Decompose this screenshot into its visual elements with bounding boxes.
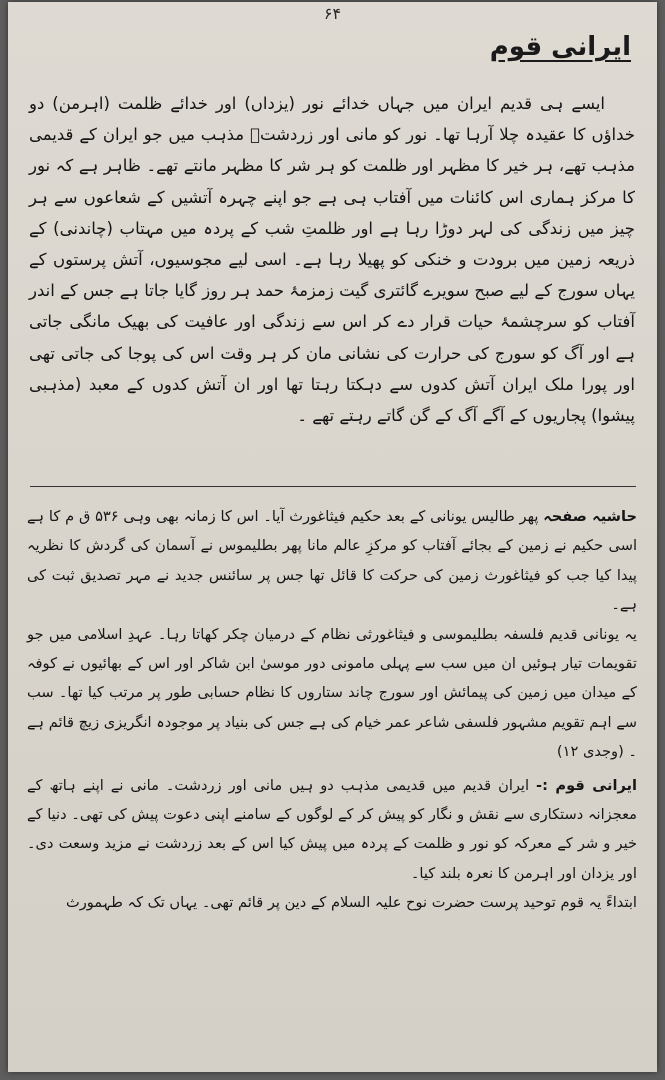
- footnotes-section: [27, 502, 637, 918]
- main-paragraph: ایسے ہی قدیم ایران میں جہاں خدائے نور (یزداں) اور خدائے ظلمت (اہرمن) دو خداؤں کا عقیدہ چلا آرہا تھا۔ نور کو مانی اور زردشتؔ مذہب میں جو ایران کے قدیمی مذہب تھے، ہر خیر کا مظہر اور ظلمت کو ہر شر کا مظہر مانتے تھے۔ ظاہر ہے کہ نور کا مرکز ہماری اس کائنات میں آفتاب ہی ہے جو اپنے چہرہ آتشیں کے شعاعوں سے ہر چیز میں زندگی کی لہر دوڑا رہا ہے اور ظلمتِ شب کے پردہ میں مہتاب (چاندنی) کے ذریعہ زمین میں برودت و خنکی کو پھیلا رہا ہے۔ اسی لیے مجوسیوں، آتش پرستوں کے یہاں سورج کے لیے صبح سویرے گائتری گیت زمزمۂ حمد ہر روز گایا جاتا ہے جس کے اندر آفتاب کو سرچشمۂ حیات قرار دے کر اس سے زندگی اور عافیت کی بھیک مانگی جاتی ہے اور آگ کو سورج کی حرارت کی نشانی مان کر ہر وقت اس کی پوجا کی جاتی تھی اور پورا ملک ایران آتش کدوں سے دہکتا رہتا تھا اور ان آتش کدوں کے معبد (مذہبی پیشوا) پجاریوں کے آگے آگ کے گن گاتے رہتے تھے ۔: [29, 94, 635, 426]
- footnote-2-continued: ابتداءً یہ قوم توحید پرست حضرت نوح علیہ السلام کے دین پر قائم تھی۔ یہاں تک کہ طہمورث: [65, 894, 637, 912]
- page-heading: ایرانی قوم: [489, 32, 631, 62]
- book-page: [8, 2, 657, 1072]
- footnote-1-label: حاشیہ صفحہ: [543, 508, 637, 525]
- main-body: [29, 88, 635, 431]
- footnote-divider: [30, 486, 636, 487]
- footnote-2-text: ایران قدیم میں قدیمی مذہب دو ہیں مانی اور زردشت۔ مانی نے اپنے ہاتھ کے معجزانہ دستکاری سے نقش و نگار کو پیش کر کے لوگوں کے سامنے اپنی دعوت پیش کی تھی۔ دنیا کے خیر و شر کے معرکہ کو نور و ظلمت کے پردہ میں پیش کیا اس کے بعد زردشت نے مزید وسعت دی۔ اور یزدان اور اہرمن کا نعرہ بلند کیا۔: [27, 776, 637, 882]
- footnote-2-label: ایرانی قوم :-: [536, 776, 638, 794]
- footnote-1-text: پھر طالیس یونانی کے بعد حکیم فیثاغورث آیا۔ اس کا زمانہ بھی وہی ۵۳۶ ق م کا ہے اسی حکیم نے زمین کے بجائے آفتاب کو مرکزِ عالم مانا پھر بطلیموس نے آسمان کی گردش کا نظریہ پیدا کیا جب کو فیثاغورث زمین کی حرکت کا قائل تھا جس پر سائنس جدید نے مہر تصدیق ثبت کی ہے۔: [27, 508, 637, 614]
- footnote-2: [27, 771, 637, 889]
- footnote-1: [27, 502, 637, 620]
- footnote-1-continued: یہ یونانی قدیم فلسفہ بطلیموسی و فیثاغورثی نظام کے درمیان چکر کھاتا رہا۔ عہدِ اسلامی میں جو تقویمات تیار ہوئیں ان میں سب سے پہلی مامونی دور موسیٰ ابن شاکر اور اس کے بھائیوں نے کوفہ کے میدان میں زمین کی پیمائش اور سورج چاند ستاروں کا نظام حسابی طور پر مرتب کیا تھا۔ سب سے اہم تقویم مشہور فلسفی شاعر عمر خیام کی ہے جس کی بنیاد پر موجودہ انگریزی زیچ قائم ہے ۔ (وجدی ۱۲): [27, 625, 637, 761]
- page-number: ۶۴: [323, 4, 342, 23]
